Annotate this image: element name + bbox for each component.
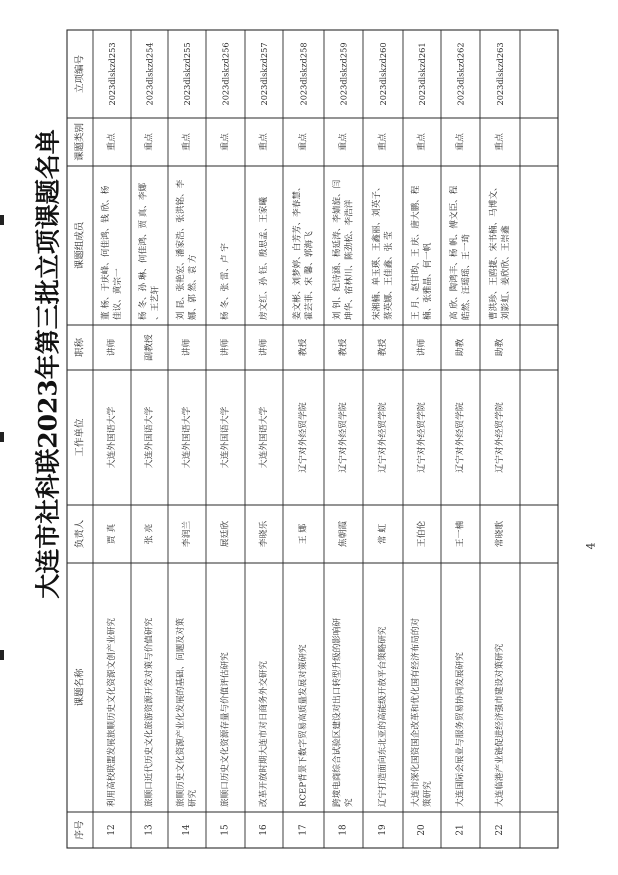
- scan-mark: [0, 215, 4, 225]
- cell-leader: 常 虹: [378, 523, 388, 545]
- cell-category: 重点: [338, 133, 349, 151]
- cell-leader: 常晓歌: [495, 520, 505, 548]
- cell-code: 2023dlskzd254: [144, 42, 155, 106]
- cell-topic-line: 究: [344, 798, 355, 807]
- cell-category: 重点: [220, 133, 231, 151]
- header-leader: 负责人: [74, 519, 86, 549]
- scan-mark: [0, 432, 4, 442]
- cell-rank: 讲师: [417, 338, 427, 357]
- cell-seq: 21: [455, 824, 466, 836]
- cell-topic-line: RCEP背景下数字贸易高质量发展对策研究: [298, 644, 309, 807]
- cell-code: 2023dlskzd255: [182, 42, 192, 106]
- cell-category: 重点: [455, 133, 466, 151]
- cell-topic-line: 跨境电商综合试验区建设对出口转型升级的影响研: [332, 617, 343, 807]
- cell-members-line: 霍芸菲、宋 馨、郭海飞: [304, 231, 315, 320]
- cell-members-line: 佳议、黄宗一: [113, 268, 123, 320]
- cell-code: 2023dlskzd258: [298, 42, 309, 106]
- cell-code: 2023dlskzd253: [107, 42, 117, 106]
- cell-code: 2023dlskzd263: [495, 42, 505, 106]
- cell-seq: 19: [378, 824, 388, 836]
- cell-members-line: 杨 冬、孙 琳、何佳鸿、贾 真、李娜: [138, 182, 149, 320]
- cell-unit: 辽宁对外经贸学院: [378, 402, 388, 473]
- cell-members-line: 高 欣、陶鸿丰、杨 帆、傅文臣、程: [449, 185, 460, 320]
- cell-rank: 助教: [455, 338, 466, 357]
- cell-members-line: 杨 冬、张 雷、卢 宇: [220, 243, 231, 320]
- cell-leader: 李润兰: [182, 520, 192, 548]
- cell-rank: 教授: [378, 338, 388, 357]
- cell-topic-line: 研究: [188, 789, 198, 807]
- cell-rank: 讲师: [107, 338, 117, 357]
- cell-unit: 大连外国语大学: [182, 406, 192, 469]
- cell-members-line: 董 杨、于庆峰、何佳鸿、钱 欣、杨: [101, 185, 111, 320]
- cell-members-line: 楠、张雅晶、何一帆: [423, 242, 433, 320]
- cell-seq: 22: [495, 824, 505, 836]
- cell-seq: 12: [107, 824, 117, 836]
- cell-topic-line: 旅顺口历史文化资源存量与价值评估研究: [220, 652, 231, 807]
- cell-seq: 13: [144, 824, 155, 836]
- cell-seq: 17: [298, 824, 309, 836]
- cell-topic-line: 大连临港产业链促进经济强市建设对策研究: [495, 643, 505, 807]
- cell-code: 2023dlskzd260: [378, 42, 388, 106]
- cell-unit: 辽宁对外经贸学院: [298, 402, 309, 473]
- cell-unit: 大连外国语大学: [259, 406, 269, 469]
- cell-members-line: 皓然、汪瑶瑶、王一琦: [461, 234, 472, 320]
- header-unit: 工作单位: [74, 418, 86, 457]
- cell-category: 重点: [107, 133, 117, 151]
- cell-code: 2023dlskzd259: [338, 42, 349, 106]
- cell-members-line: 刘 钊、纪诗涵、杨延涛、李婧旋、闫: [332, 179, 343, 320]
- cell-topic-line: 辽宁打造面向东北亚的高能级开放平台策略研究: [378, 626, 388, 807]
- cell-leader: 王一楠: [455, 520, 466, 548]
- cell-rank: 助教: [495, 338, 505, 357]
- page-title: 大连市社科联2023年第三批立项课题名单: [33, 129, 63, 599]
- cell-code: 2023dlskzd262: [455, 42, 466, 106]
- cell-unit: 辽宁对外经贸学院: [417, 402, 427, 473]
- cell-category: 重点: [298, 133, 309, 151]
- cell-category: 重点: [144, 133, 155, 151]
- cell-leader: 焦朝霞: [338, 520, 349, 548]
- cell-members-line: 娜、郭 然、袁 方: [188, 254, 198, 320]
- cell-topic-line: 旅顺口近代历史文化旅游资源开发对策与价值研究: [144, 617, 155, 807]
- cell-leader: 王伯伦: [417, 520, 427, 548]
- cell-rank: 讲师: [182, 338, 192, 357]
- cell-code: 2023dlskzd261: [417, 42, 427, 106]
- header-seq: 序号: [74, 820, 86, 840]
- cell-members-line: 坤华、宿林川、陈劲松、李浩洋: [344, 199, 355, 320]
- cell-rank: 讲师: [259, 338, 269, 357]
- cell-unit: 大连外国语大学: [144, 406, 155, 469]
- cell-seq: 16: [259, 824, 269, 836]
- cell-category: 重点: [495, 133, 505, 151]
- cell-seq: 14: [182, 824, 192, 836]
- header-code: 立项编号: [74, 54, 86, 94]
- cell-topic-line: 策研究: [423, 781, 433, 807]
- cell-seq: 18: [338, 824, 349, 836]
- cell-topic-line: 大连市深化国资国企改革和优化国有经济布局的对: [411, 617, 421, 807]
- cell-unit: 辽宁对外经贸学院: [495, 402, 505, 473]
- cell-code: 2023dlskzd256: [220, 42, 231, 106]
- cell-members-line: 、王艺轩: [150, 285, 161, 320]
- cell-topic-line: 改革开放时期大连市对日商务外交研究: [259, 660, 269, 807]
- cell-members-line: 刘影虹、姜欣欣、王崇鑫: [501, 225, 511, 320]
- cell-leader: 贾 真: [107, 523, 117, 545]
- cell-rank: 讲师: [220, 338, 231, 357]
- header-category: 课题类别: [74, 122, 86, 162]
- cell-members-line: 曹洪珍、王鸥捷、宋书楠、马博文、: [489, 182, 499, 320]
- cell-rank: 副教授: [144, 334, 155, 361]
- cell-category: 重点: [182, 133, 192, 151]
- cell-members-line: 蔡英娜、王佳鑫、张 莹: [384, 231, 394, 320]
- cell-leader: 张 亮: [144, 523, 155, 545]
- cell-members-line: 王 月、赵甘昀、王 庆、唐大鹏、程: [411, 185, 421, 320]
- cell-seq: 15: [220, 824, 231, 836]
- cell-leader: 李晓乐: [259, 520, 269, 548]
- cell-unit: 大连外国语大学: [220, 406, 231, 469]
- header-topic: 课题名称: [74, 668, 86, 707]
- cell-leader: 王 娜: [298, 523, 309, 545]
- cell-seq: 20: [417, 824, 427, 836]
- cell-rank: 教授: [298, 338, 309, 357]
- cell-leader: 展廷欣: [220, 520, 231, 548]
- cell-topic-line: 大连国际会展业与服务贸易协同发展研究: [455, 652, 466, 807]
- cell-topic-line: 旅顺历史文化资源产业化发展的基础、问题及对策: [176, 617, 186, 807]
- cell-members-line: 房文红、孙 钰、殷思孟、王家曦: [259, 196, 269, 320]
- cell-unit: 辽宁对外经贸学院: [455, 402, 466, 473]
- cell-members-line: 宋湘楠、单玉瑛、王鑫丽、刘英子、: [372, 182, 382, 320]
- scan-mark: [0, 650, 4, 660]
- cell-topic-line: 利用高校联盟发展旅顺历史文化资源文创产业研究: [107, 617, 117, 807]
- cell-rank: 教授: [338, 338, 349, 357]
- cell-code: 2023dlskzd257: [259, 42, 269, 106]
- header-rank: 职称: [74, 337, 86, 358]
- header-members: 课题组成员: [74, 221, 86, 270]
- cell-category: 重点: [259, 133, 269, 151]
- page-number: 4: [584, 542, 598, 550]
- cell-unit: 大连外国语大学: [107, 406, 117, 469]
- cell-members-line: 姜文彬、刘梦婷、白芳芳、李春慧、: [292, 182, 303, 320]
- cell-members-line: 刘 昆、张艳宏、潘家浩、张洪铭、李: [176, 179, 186, 320]
- cell-category: 重点: [417, 133, 427, 151]
- cell-category: 重点: [378, 133, 388, 151]
- cell-unit: 辽宁对外经贸学院: [338, 402, 349, 473]
